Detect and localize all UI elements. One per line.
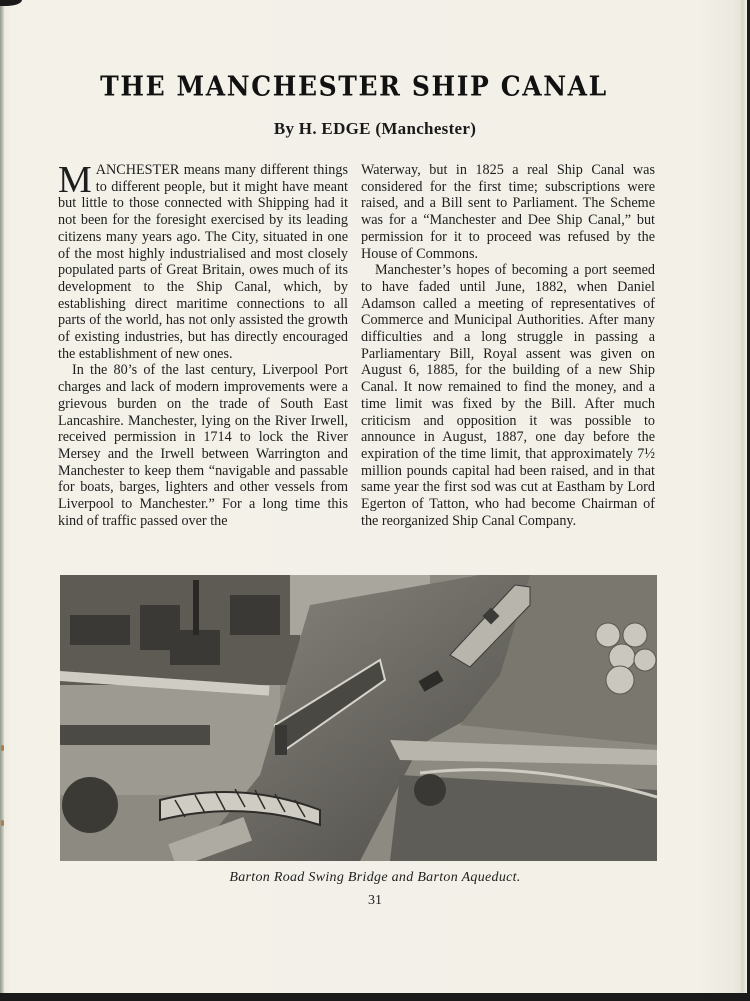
trees [62,777,118,833]
page-edge [740,0,747,993]
chimney [193,580,199,635]
article-title: THE MANCHESTER SHIP CANAL [100,70,608,103]
embankment [60,725,210,745]
paragraph: Manchester’s hopes of becoming a port seemed to have faded until June, 1882, when Daniel Adamson called a meeting of representatives of Commerce and Municipal Authorities. After many difficulties and a long struggle in passing a Parliamentary Bill, Royal assent was given on August 6, 1885, for the building of a new Ship Canal. It now remained to find the money, and a time limit was fixed by the Bill. After much criticism and opposition it was possible to announce in August, 1887, one day before the expiration of the time limit, that approximately 7½ million pounds capital had been raised, and in that same year the first sod was cut at Eastham by Lord Egerton of Tatton, who had become Chairman of the reorganized Ship Canal Company. [361,262,655,529]
tree [414,774,446,806]
article-byline: By H. EDGE (Manchester) [273,119,477,138]
page-bottom-shadow [0,993,750,1001]
paragraph-text: ANCHESTER means many different things to different people, but it might have meant but little to those connected with Shipping had it not been for the foresight exercised by its leading citizens many years ago. The City, situated in one of the most highly industrialised and most closely populated parts of Great Britain, owes much of its development to the Ship Canal, which, by establishing direct maritime connections to all parts of the world, has not only assisted the growth of existing industries, but has directly encouraged the establishment of new ones. [58,162,348,362]
right-column [361,162,655,529]
paragraph: Waterway, but in 1825 a real Ship Canal was considered for the first time; subscriptions were raised, and a Bill sent to Parliament. The Scheme was for a “Manchester and Dee Ship Canal,” but permission for it to proceed was refused by the House of Commons. [361,162,655,262]
drop-cap: M [58,159,92,201]
bridge-tower [275,725,287,755]
left-column [58,159,348,529]
aerial-photo [60,575,657,861]
paragraph: In the 80’s of the last century, Liverpool Port charges and lack of modern improvements were a grievous burden on the trade of South East Lancashire. Manchester, lying on the River Irwell, received permission in 1714 to lock the River Mersey and the Irwell between Warrington and Manchester to keep them “navigable and passable for boats, barges, lighters and other vessels from Liverpool to Manchester.” For a long time this kind of traffic passed over the [58,362,348,529]
spine-shadow [0,0,4,993]
page-number: 31 [368,893,382,908]
paragraph [58,159,348,362]
page-corner [0,0,22,6]
photo-caption: Barton Road Swing Bridge and Barton Aqueduct. [229,870,521,885]
photo-illustration [60,575,657,861]
